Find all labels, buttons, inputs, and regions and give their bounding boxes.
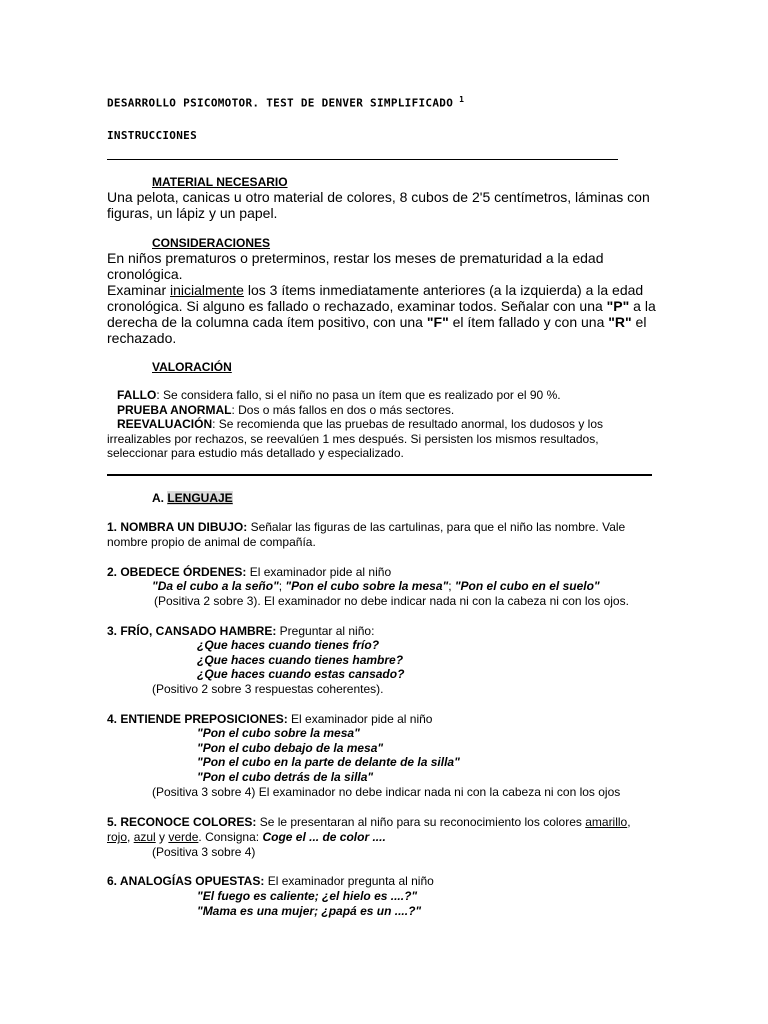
item-2 xyxy=(107,565,391,579)
section-a-heading xyxy=(152,491,233,505)
item-5-label: 5. RECONOCE COLORES: xyxy=(107,815,257,829)
fallo-label: FALLO xyxy=(117,388,157,402)
item-3-question-2: ¿Que haces cuando tienes hambre? xyxy=(197,653,404,667)
item-2-text: El examinador pide al niño xyxy=(246,565,392,579)
item-4-label: 4. ENTIENDE PREPOSICIONES: xyxy=(107,712,288,726)
color-amarillo: amarillo xyxy=(585,815,628,829)
item-2-order-1: "Da el cubo a la seño" xyxy=(152,579,279,593)
reevaluacion-label: REEVALUACIÓN xyxy=(117,417,213,431)
item-2-order-3: "Pon el cubo en el suelo" xyxy=(454,579,600,593)
prueba-label: PRUEBA ANORMAL xyxy=(117,403,232,417)
item-5-note: (Positiva 3 sobre 4) xyxy=(152,845,256,859)
item-4-order-1: "Pon el cubo sobre la mesa" xyxy=(197,726,360,740)
item-3 xyxy=(107,624,374,638)
text-run: a la xyxy=(629,298,656,314)
valoracion-reev-line-3: seleccionar para estudio más detallado y especializado. xyxy=(107,446,404,460)
separator: , xyxy=(627,815,631,829)
mark-f: "F" xyxy=(426,314,449,330)
consideraciones-line-4 xyxy=(107,298,656,314)
item-5-text: Se le presentaran al niño para su reconocimiento los colores xyxy=(256,815,586,829)
item-6-question-1: "El fuego es caliente; ¿el hielo es ....?" xyxy=(197,889,418,903)
item-3-label: 3. FRÍO, CANSADO HAMBRE: xyxy=(107,624,277,638)
item-5 xyxy=(107,815,631,829)
item-1-label: 1. NOMBRA UN DIBUJO: xyxy=(107,520,248,534)
consideraciones-line-6: rechazado. xyxy=(107,330,177,346)
title-footnote: 1 xyxy=(459,95,465,104)
prueba-text: : Dos o más fallos en dos o más sectores. xyxy=(231,403,455,417)
separator: y xyxy=(155,830,169,844)
item-6-label: 6. ANALOGÍAS OPUESTAS: xyxy=(107,874,265,888)
item-6 xyxy=(107,874,434,888)
valoracion-heading: VALORACIÓN xyxy=(152,360,232,374)
separator: ; xyxy=(278,579,286,593)
consideraciones-line-3 xyxy=(107,282,643,298)
instructions-heading: INSTRUCCIONES xyxy=(107,129,197,142)
consideraciones-heading: CONSIDERACIONES xyxy=(152,236,271,250)
underlined-word: inicialmente xyxy=(170,282,244,298)
item-1-line-2: nombre propio de animal de compañía. xyxy=(107,535,316,549)
valoracion-fallo xyxy=(117,388,561,402)
consideraciones-line-2: cronológica. xyxy=(107,266,183,282)
item-5-line-2 xyxy=(107,830,386,844)
item-1-text: Señalar las figuras de las cartulinas, para que el niño las nombre. Vale xyxy=(247,520,626,534)
item-4 xyxy=(107,712,432,726)
title-text: DESARROLLO PSICOMOTOR. TEST DE DENVER SIMPLIFICADO xyxy=(107,96,454,110)
consideraciones-line-5 xyxy=(107,314,646,330)
item-5-consigna: Coge el ... de color .... xyxy=(262,830,386,844)
material-line-1: Una pelota, canicas u otro material de colores, 8 cubos de 2'5 centímetros, láminas con xyxy=(107,189,650,205)
text-run: derecha de la columna cada ítem positivo, con una xyxy=(107,314,427,330)
item-2-note: (Positiva 2 sobre 3). El examinador no debe indicar nada ni con la cabeza ni con los ojos. xyxy=(154,594,629,608)
separator: ; xyxy=(448,579,455,593)
mark-p: "P" xyxy=(606,298,630,314)
text-run: el xyxy=(631,314,647,330)
fallo-text: : Se considera fallo, si el niño no pasa un ítem que es realizado por el 90 %. xyxy=(156,388,561,402)
section-a-label: LENGUAJE xyxy=(167,491,233,505)
item-4-note: (Positiva 3 sobre 4) El examinador no debe indicar nada ni con la cabeza ni con los ojos xyxy=(152,785,621,799)
divider-middle xyxy=(107,474,652,476)
item-3-question-1: ¿Que haces cuando tienes frío? xyxy=(197,638,380,652)
reevaluacion-text: : Se recomienda que las pruebas de resultado anormal, los dudosos y los xyxy=(212,417,604,431)
text-run: Examinar xyxy=(107,282,171,298)
item-6-text: El examinador pregunta al niño xyxy=(264,874,434,888)
color-verde: verde xyxy=(168,830,199,844)
item-3-text: Preguntar al niño: xyxy=(276,624,375,638)
color-rojo: rojo xyxy=(107,830,128,844)
valoracion-reevaluacion xyxy=(117,417,603,431)
color-azul: azul xyxy=(133,830,156,844)
section-a-prefix: A. xyxy=(152,491,168,505)
divider-top xyxy=(107,159,618,160)
document-title xyxy=(107,95,464,110)
mark-r: "R" xyxy=(608,314,632,330)
item-3-question-3: ¿Que haces cuando estas cansado? xyxy=(197,667,405,681)
consideraciones-line-1: En niños prematuros o preterminos, restar los meses de prematuridad a la edad xyxy=(107,250,604,266)
text-run: el ítem fallado y con una xyxy=(448,314,609,330)
item-2-label: 2. OBEDECE ÓRDENES: xyxy=(107,565,247,579)
text-run: cronológica. Si alguno es fallado o rechazado, examinar todos. Señalar con una xyxy=(107,298,607,314)
item-2-orders xyxy=(152,579,600,593)
item-4-text: El examinador pide al niño xyxy=(287,712,433,726)
valoracion-reev-line-2: irrealizables por rechazos, se reevalúen 1 mes después. Si persisten los mismos resultados, xyxy=(107,432,599,446)
item-3-note: (Positivo 2 sobre 3 respuestas coherentes). xyxy=(152,682,384,696)
text-run: los 3 ítems inmediatamente anteriores (a la izquierda) a la edad xyxy=(243,282,644,298)
material-line-2: figuras, un lápiz y un papel. xyxy=(107,205,278,221)
separator: , xyxy=(127,830,134,844)
item-4-order-2: "Pon el cubo debajo de la mesa" xyxy=(197,741,384,755)
item-1 xyxy=(107,520,625,534)
item-6-question-2: "Mama es una mujer; ¿papá es un ....?" xyxy=(197,904,422,918)
item-5-consigna-label: . Consigna: xyxy=(198,830,263,844)
valoracion-prueba xyxy=(117,403,454,417)
material-heading: MATERIAL NECESARIO xyxy=(152,175,288,189)
item-4-order-4: "Pon el cubo detrás de la silla" xyxy=(197,770,374,784)
item-4-order-3: "Pon el cubo en la parte de delante de la silla" xyxy=(197,755,460,769)
item-2-order-2: "Pon el cubo sobre la mesa" xyxy=(285,579,449,593)
